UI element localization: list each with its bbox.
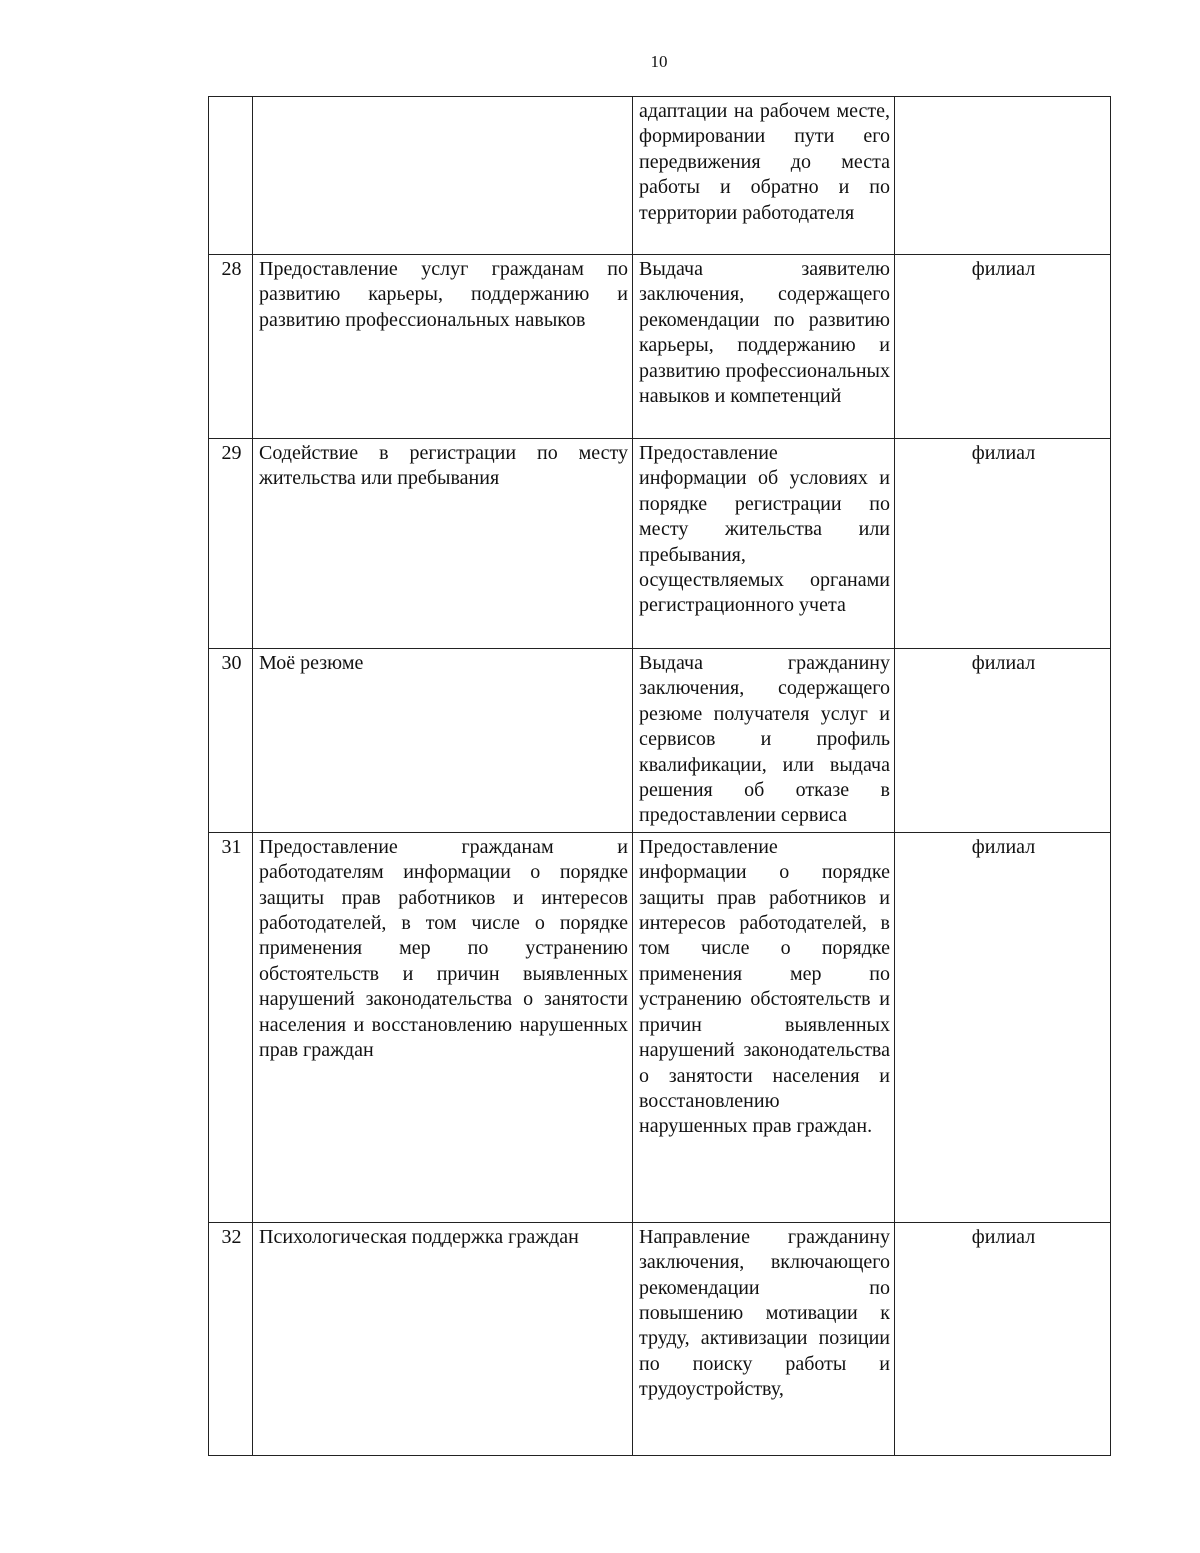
responsible-unit: филиал bbox=[895, 832, 1111, 1222]
service-name: Моё резюме bbox=[253, 649, 633, 833]
table-row bbox=[209, 97, 1111, 255]
table-row bbox=[209, 1222, 1111, 1455]
responsible-unit: филиал bbox=[895, 1222, 1111, 1455]
service-name bbox=[253, 97, 633, 255]
row-number: 32 bbox=[209, 1222, 253, 1455]
row-number: 28 bbox=[209, 255, 253, 439]
row-number bbox=[209, 97, 253, 255]
service-result: Предоставление информации об условиях и порядке регистрации по месту жительства или пребывания, осуществляемых органами регистрационного учета bbox=[633, 439, 895, 649]
service-result: Выдача заявителю заключения, содержащего рекомендации по развитию карьеры, поддержанию и развитию профессиональных навыков и компетенций bbox=[633, 255, 895, 439]
service-result: Предоставление информации о порядке защиты прав работников и интересов работодателей, в том числе о порядке применения мер по устранению обстоятельств и причин выявленных нарушений законодательства о занятости населения и восстановлению нарушенных прав граждан. bbox=[633, 832, 895, 1222]
service-result: Направление гражданину заключения, включающего рекомендации по повышению мотивации к труду, активизации позиции по поиску работы и трудоустройству, bbox=[633, 1222, 895, 1455]
responsible-unit: филиал bbox=[895, 255, 1111, 439]
service-result: адаптации на рабочем месте, формировании пути его передвижения до места работы и обратно и по территории работодателя bbox=[633, 97, 895, 255]
table-row bbox=[209, 255, 1111, 439]
table-row bbox=[209, 832, 1111, 1222]
row-number: 29 bbox=[209, 439, 253, 649]
row-number: 31 bbox=[209, 832, 253, 1222]
table-row bbox=[209, 439, 1111, 649]
services-table bbox=[208, 96, 1111, 1456]
row-number: 30 bbox=[209, 649, 253, 833]
service-name: Предоставление услуг гражданам по развитию карьеры, поддержанию и развитию профессиональных навыков bbox=[253, 255, 633, 439]
table-row bbox=[209, 649, 1111, 833]
page-number: 10 bbox=[650, 52, 668, 71]
responsible-unit: филиал bbox=[895, 649, 1111, 833]
service-result: Выдача гражданину заключения, содержащего резюме получателя услуг и сервисов и профиль квалификации, или выдача решения об отказе в предоставлении сервиса bbox=[633, 649, 895, 833]
responsible-unit bbox=[895, 97, 1111, 255]
service-name: Предоставление гражданам и работодателям информации о порядке защиты прав работников и интересов работодателей, в том числе о порядке применения мер по устранению обстоятельств и причин выявленных нарушений законодательства о занятости населения и восстановлению нарушенных прав граждан bbox=[253, 832, 633, 1222]
service-name: Психологическая поддержка граждан bbox=[253, 1222, 633, 1455]
service-name: Содействие в регистрации по месту жительства или пребывания bbox=[253, 439, 633, 649]
responsible-unit: филиал bbox=[895, 439, 1111, 649]
